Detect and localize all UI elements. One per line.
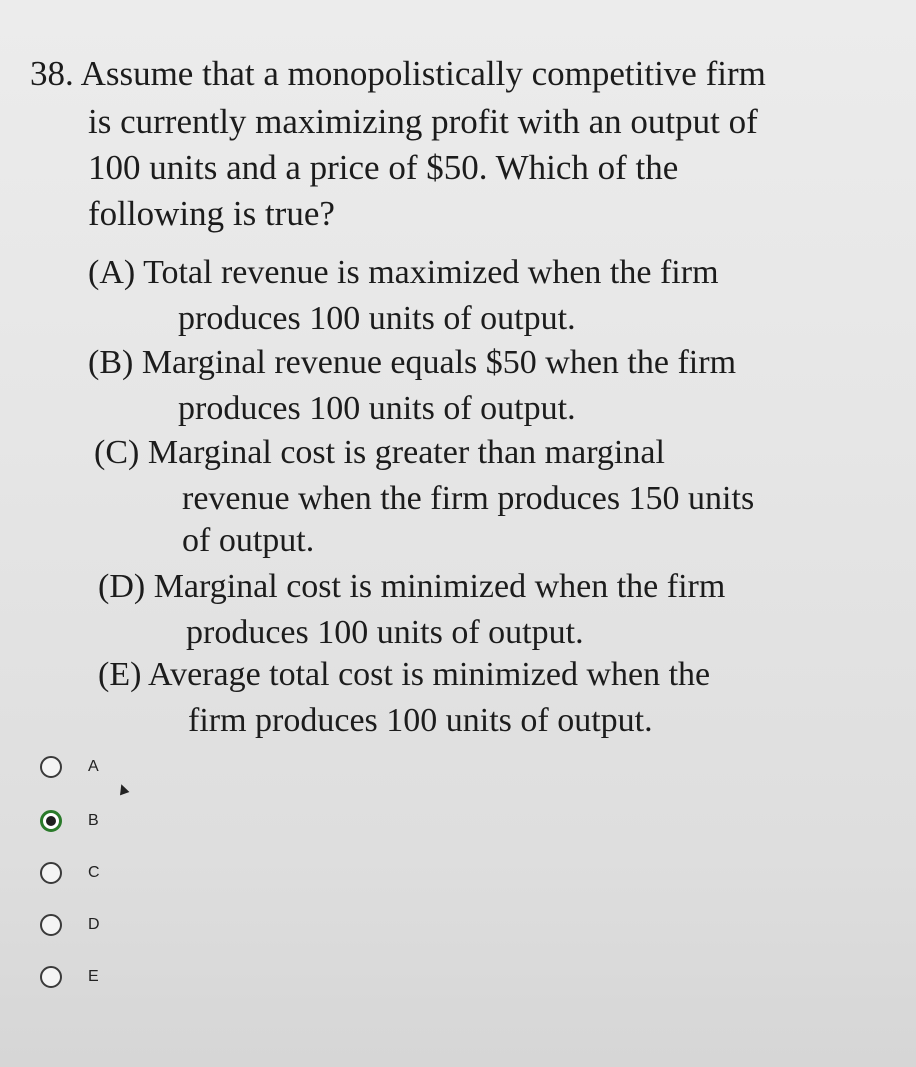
answer-label: B (88, 812, 99, 829)
answer-label: E (88, 968, 99, 985)
answer-choice-a[interactable] (40, 756, 99, 778)
question-line: 100 units and a price of $50. Which of the (88, 148, 679, 187)
question-line: 38. Assume that a monopolistically competitive firm (30, 54, 766, 93)
question-line: following is true? (88, 194, 335, 233)
radio-button[interactable] (40, 966, 62, 988)
answer-label: D (88, 916, 100, 933)
answer-label: A (88, 758, 99, 775)
answer-choice-e[interactable] (40, 966, 99, 988)
question-line: is currently maximizing profit with an output of (88, 102, 758, 141)
radio-button[interactable] (40, 862, 62, 884)
radio-button[interactable] (40, 810, 62, 832)
answer-choice-b[interactable] (40, 810, 99, 832)
radio-button[interactable] (40, 756, 62, 778)
mouse-cursor-icon (117, 783, 130, 796)
answer-label: C (88, 864, 100, 881)
answer-choice-c[interactable] (40, 862, 100, 884)
radio-button[interactable] (40, 914, 62, 936)
answer-choice-d[interactable] (40, 914, 100, 936)
